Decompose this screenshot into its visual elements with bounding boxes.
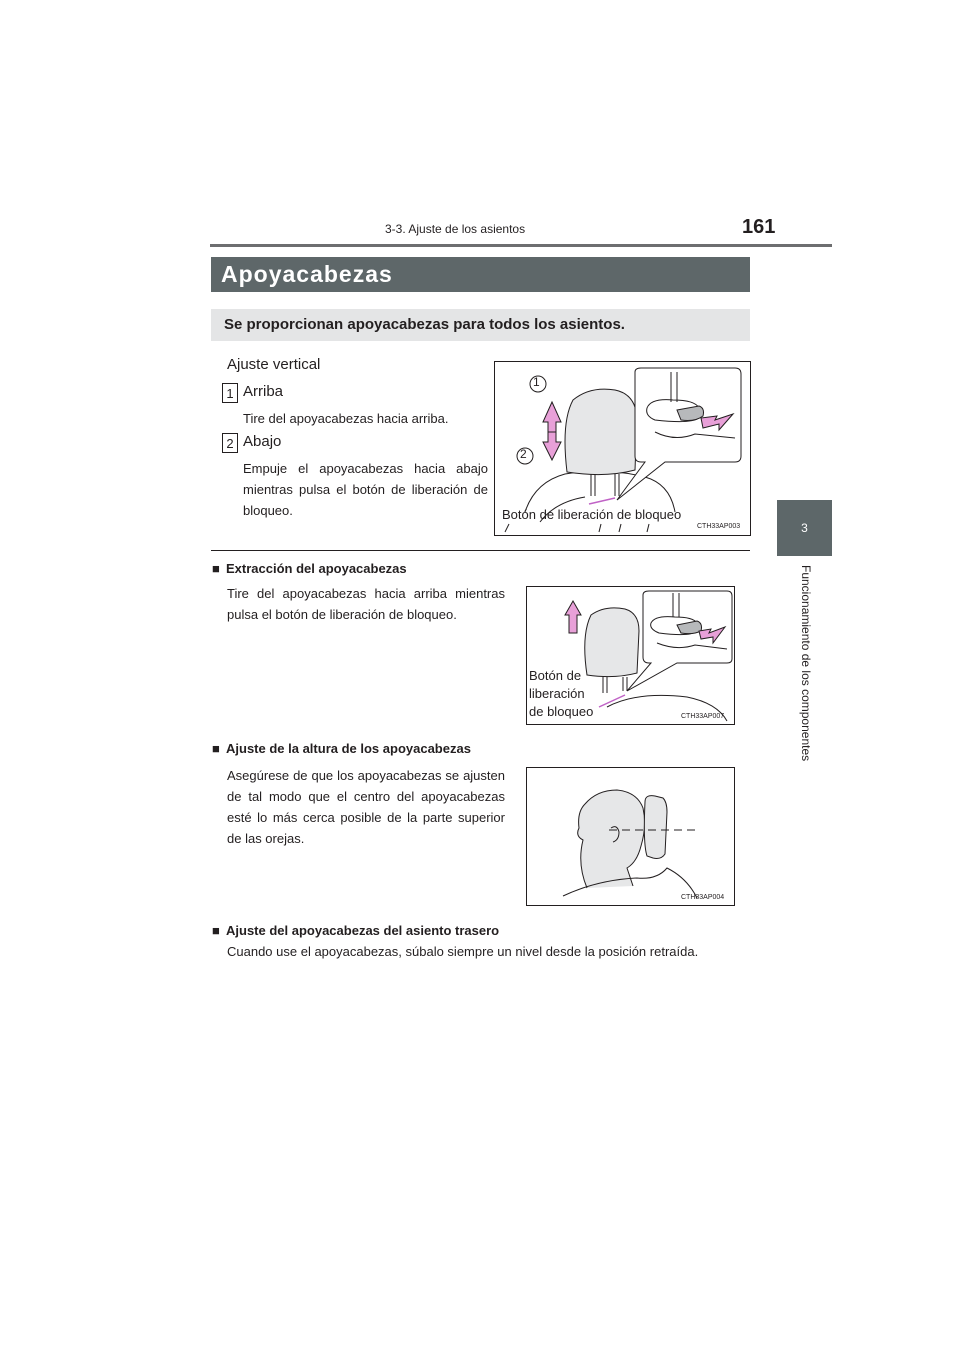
removal-text: Tire del apoyacabezas hacia arriba mientras pulsa el botón de liberación de bloqueo.	[227, 586, 505, 622]
rear-heading: Ajuste del apoyacabezas del asiento trasero	[226, 923, 500, 938]
head-height-illustration	[527, 768, 734, 905]
figure-num-2: 2	[520, 447, 527, 461]
figure-label-lock-button: Botón de liberación de bloqueo	[502, 507, 682, 522]
vertical-heading: Ajuste vertical	[227, 356, 321, 373]
step-label-up: Arriba	[243, 383, 284, 400]
chapter-title: Funcionamiento de los componentes	[799, 565, 813, 762]
figure-label-line3: de bloqueo	[529, 704, 594, 719]
removal-heading: Extracción del apoyacabezas	[226, 561, 407, 576]
figure-label-line1: Botón de	[529, 668, 582, 683]
figure-code: CTH33AP007	[681, 713, 725, 720]
step-text-up: Tire del apoyacabezas hacia arriba.	[243, 411, 449, 426]
bullet-height: ■	[212, 741, 220, 756]
subtitle-bar	[211, 309, 750, 341]
step-text-down: Empuje el apoyacabezas hacia abajo mientras pulsa el botón de liberación de bloqueo.	[243, 461, 488, 518]
bullet-rear: ■	[212, 923, 220, 938]
page-number: 161	[742, 216, 776, 238]
page-title-bar	[211, 257, 750, 292]
step-label-down: Abajo	[243, 433, 282, 450]
figure-label-line2: liberación	[529, 686, 585, 701]
figure-code: CTH33AP004	[681, 894, 725, 901]
chapter-number: 3	[801, 521, 808, 535]
height-text: Asegúrese de que los apoyacabezas se ajusten de tal modo que el centro del apoyacabezas esté lo más cerca posible de la parte superior de las orejas.	[227, 768, 505, 846]
figure-vertical-adjust	[494, 361, 751, 536]
section-title: 3-3. Ajuste de los asientos	[385, 222, 526, 236]
figure-num-1: 1	[533, 375, 540, 389]
figure-code: CTH33AP003	[697, 523, 741, 530]
bullet-removal: ■	[212, 561, 220, 576]
rear-text: Cuando use el apoyacabezas, súbalo siempre un nivel desde la posición retraída.	[227, 944, 699, 959]
page-title: Apoyacabezas	[221, 261, 393, 287]
subtitle: Se proporcionan apoyacabezas para todos los asientos.	[224, 316, 625, 333]
step-number-1: 1	[222, 383, 238, 403]
step-number-2: 2	[222, 433, 238, 453]
figure-height	[526, 767, 735, 906]
header-rule	[210, 244, 832, 247]
section-divider	[211, 550, 750, 551]
chapter-tab	[777, 500, 832, 556]
figure-removal	[526, 586, 735, 725]
height-heading: Ajuste de la altura de los apoyacabezas	[226, 741, 471, 756]
